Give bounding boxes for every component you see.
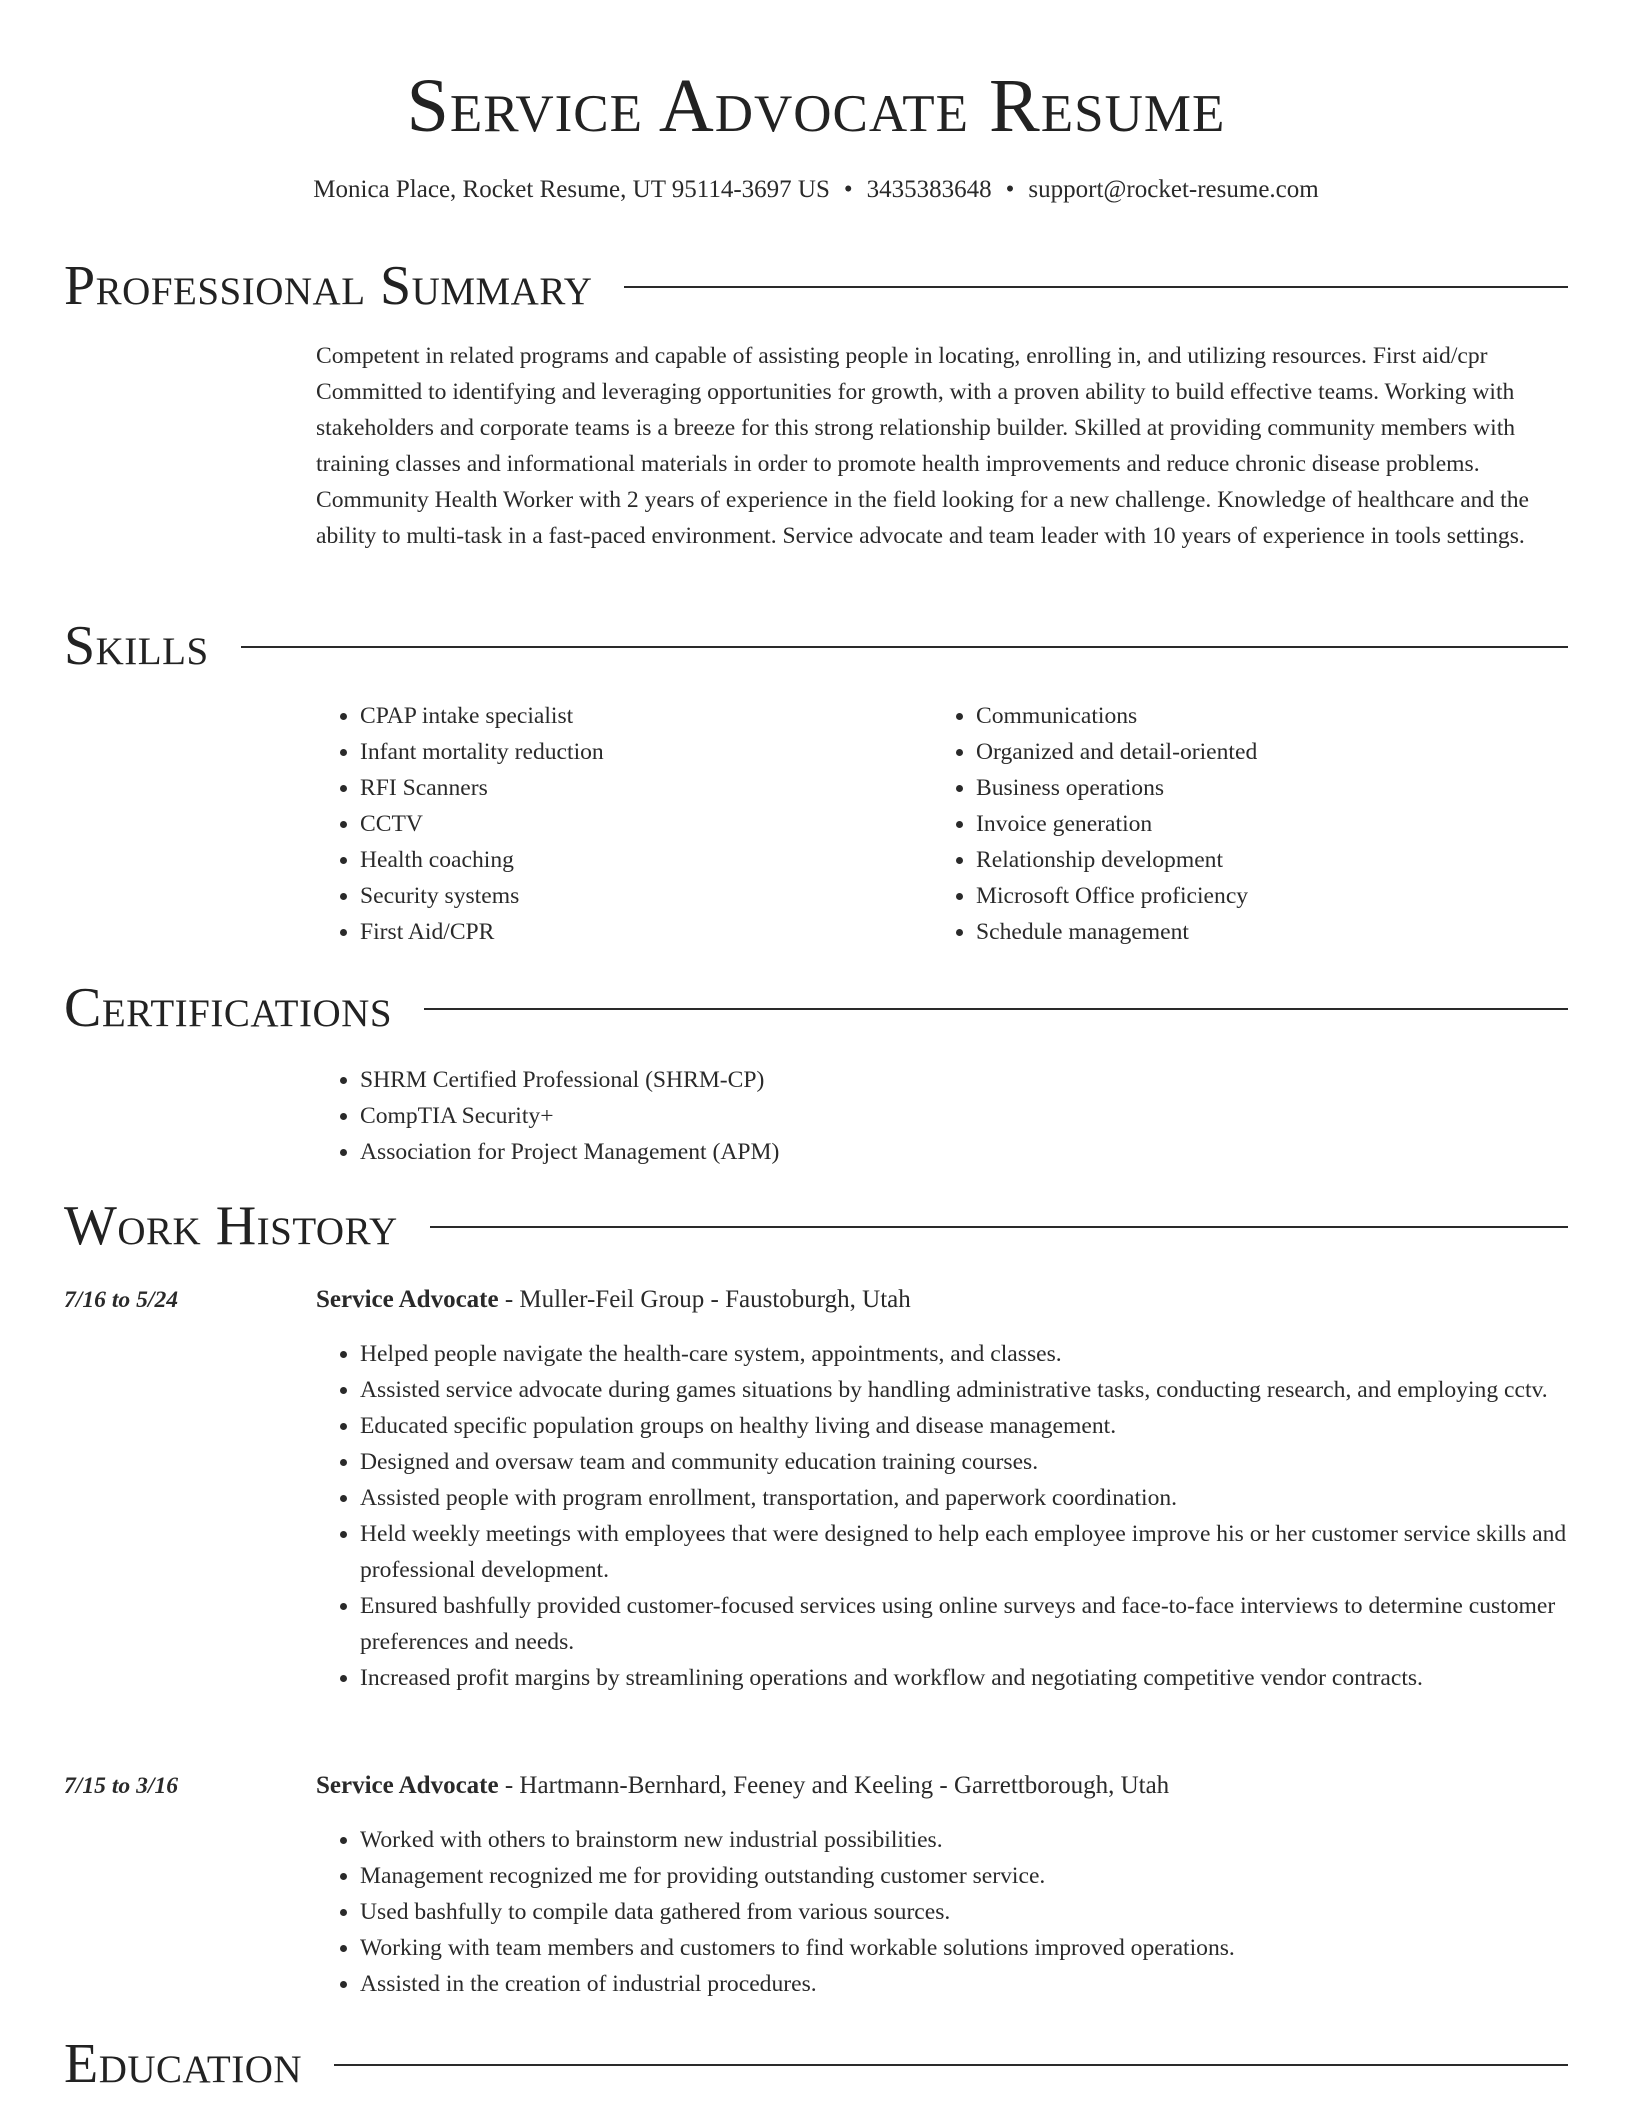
skill-item: • Microsoft Office proficiency: [976, 878, 1576, 914]
job-dates: 7/15 to 3/16: [64, 1773, 179, 1799]
job-header: [316, 1282, 1576, 1318]
certification-item: • Association for Project Management (APM): [360, 1134, 1576, 1170]
section-divider: [430, 1226, 1568, 1228]
skill-item: • CCTV: [360, 806, 920, 842]
contact-separator: •: [843, 176, 853, 203]
skill-item: • Communications: [976, 698, 1576, 734]
education-section-header: [64, 2032, 1568, 2096]
job-duty-item: • Educated specific population groups on healthy living and disease management.: [360, 1408, 1576, 1444]
skill-item: • CPAP intake specialist: [360, 698, 920, 734]
job-duty-item: • Assisted in the creation of industrial procedures.: [360, 1966, 1576, 2002]
skills-list-right: [932, 698, 1576, 950]
certifications-list: [316, 1062, 1576, 1170]
work-history-section-header: [64, 1194, 1568, 1258]
skill-item: • Relationship development: [976, 842, 1576, 878]
skills-section-header: [64, 614, 1568, 678]
skill-item: • Infant mortality reduction: [360, 734, 920, 770]
skill-item: • First Aid/CPR: [360, 914, 920, 950]
job-duties-list: [316, 1822, 1576, 2002]
skill-item: • Invoice generation: [976, 806, 1576, 842]
certifications-section-header: [64, 976, 1568, 1040]
job-duty-item: • Held weekly meetings with employees that were designed to help each employee improve his or her customer service skills and professional development.: [360, 1516, 1576, 1588]
job-header: [316, 1768, 1576, 1804]
skills-list-left: [316, 698, 920, 950]
skill-item: • Organized and detail-oriented: [976, 734, 1576, 770]
summary-section-header: [64, 254, 1568, 318]
skill-item: • Schedule management: [976, 914, 1576, 950]
job-duty-item: • Worked with others to brainstorm new industrial possibilities.: [360, 1822, 1576, 1858]
skill-item: • RFI Scanners: [360, 770, 920, 806]
contact-separator: •: [1005, 176, 1015, 203]
skill-item: • Health coaching: [360, 842, 920, 878]
job-title: Service Advocate: [316, 1286, 499, 1313]
job-employer-location: - Hartmann-Bernhard, Feeney and Keeling - Garrettborough, Utah: [498, 1772, 1170, 1799]
summary-text: Competent in related programs and capable of assisting people in locating, enrolling in, and utilizing resources. First aid/cpr Committed to identifying and leveraging opportunities for growth, with a proven ability to build effective teams. Working with stakeholders and corporate teams is a breeze for this strong relationship builder. Skilled at providing community members with training classes and informational materials in order to promote health improvements and reduce chronic disease problems. Community Health Worker with 2 years of experience in the field looking for a new challenge. Knowledge of healthcare and the ability to multi-task in a fast-paced environment. Service advocate and team leader with 10 years of experience in tools settings.: [316, 343, 1529, 549]
section-divider: [424, 1008, 1568, 1010]
job-duty-item: • Assisted people with program enrollment, transportation, and paperwork coordination.: [360, 1480, 1576, 1516]
job-duty-item: • Management recognized me for providing outstanding customer service.: [360, 1858, 1576, 1894]
section-divider: [624, 286, 1568, 288]
skills-heading: Skills: [64, 615, 209, 677]
job-title: Service Advocate: [316, 1772, 499, 1799]
job-duty-item: • Assisted service advocate during games situations by handling administrative tasks, conducting research, and employing cctv.: [360, 1372, 1576, 1408]
contact-phone: 3435383648: [866, 176, 992, 203]
job-duty-item: • Increased profit margins by streamlining operations and workflow and negotiating competitive vendor contracts.: [360, 1660, 1576, 1696]
education-heading: Education: [64, 2033, 303, 2095]
job-employer-location: - Muller-Feil Group - Faustoburgh, Utah: [498, 1286, 911, 1313]
contact-line: [0, 173, 1632, 207]
job-duty-item: • Working with team members and customers to find workable solutions improved operations.: [360, 1930, 1576, 1966]
resume-title: Service Advocate Resume: [406, 64, 1226, 148]
contact-email: support@rocket-resume.com: [1028, 176, 1319, 203]
skill-item: • Security systems: [360, 878, 920, 914]
section-divider: [241, 646, 1568, 648]
job-duty-item: • Used bashfully to compile data gathered from various sources.: [360, 1894, 1576, 1930]
job-duty-item: • Helped people navigate the health-care system, appointments, and classes.: [360, 1336, 1576, 1372]
certifications-heading: Certifications: [64, 977, 393, 1039]
job-dates: 7/16 to 5/24: [64, 1287, 179, 1313]
section-divider: [334, 2064, 1568, 2066]
summary-heading: Professional Summary: [64, 255, 593, 317]
job-duty-item: • Ensured bashfully provided customer-focused services using online surveys and face-to-face interviews to determine customer preferences and needs.: [360, 1588, 1576, 1660]
work-history-heading: Work History: [64, 1195, 398, 1257]
skill-item: • Business operations: [976, 770, 1576, 806]
contact-address: Monica Place, Rocket Resume, UT 95114-3697 US: [313, 176, 830, 203]
certification-item: • CompTIA Security+: [360, 1098, 1576, 1134]
job-duties-list: [316, 1336, 1576, 1696]
job-duty-item: • Designed and oversaw team and community education training courses.: [360, 1444, 1576, 1480]
certification-item: • SHRM Certified Professional (SHRM-CP): [360, 1062, 1576, 1098]
